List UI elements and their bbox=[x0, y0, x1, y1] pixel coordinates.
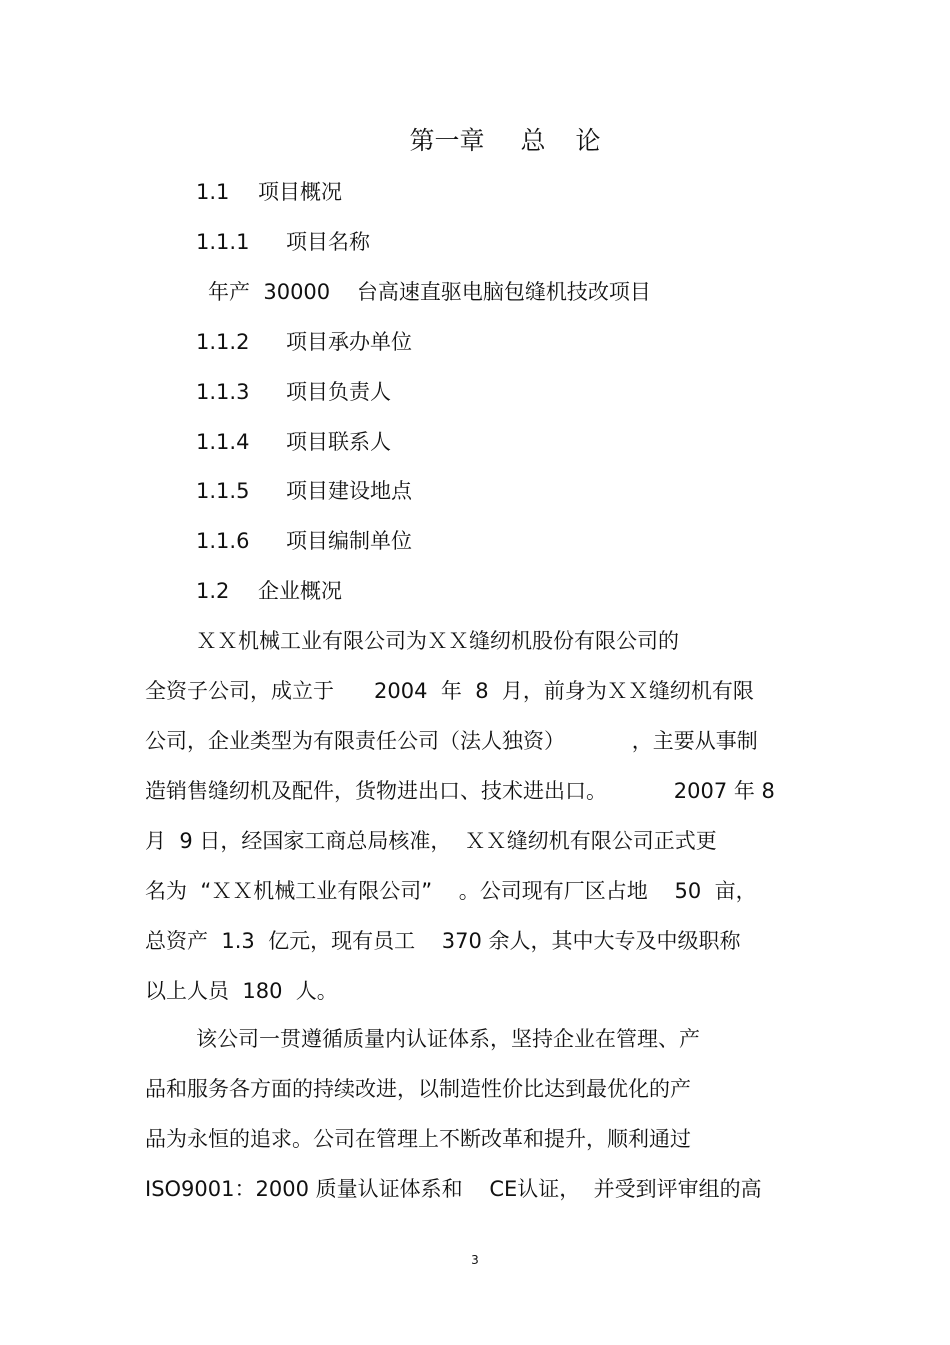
section-heading-1-1-2 bbox=[196, 327, 412, 357]
section-number: 1.1.4 bbox=[196, 430, 250, 454]
chapter-title bbox=[0, 124, 950, 158]
project-name-line: 年产 30000 台高速直驱电脑包缝机技改项目 bbox=[208, 280, 651, 304]
section-title: 项目编制单位 bbox=[286, 529, 412, 553]
section-number: 1.2 bbox=[196, 579, 230, 603]
section-number: 1.1.2 bbox=[196, 330, 250, 354]
paragraph-line: 名为 “ＸＸ机械工业有限公司” 。公司现有厂区占地 50 亩， bbox=[145, 879, 757, 903]
paragraph-line: 以上人员 180 人。 bbox=[145, 979, 338, 1003]
section-heading-1-1 bbox=[196, 177, 342, 207]
section-title: 项目负责人 bbox=[286, 380, 391, 404]
paragraph-line: 总资产 1.3 亿元，现有员工 370 余人，其中大专及中级职称 bbox=[145, 929, 741, 953]
section-heading-1-1-4 bbox=[196, 427, 391, 457]
chapter-title-part1: 第一章 bbox=[409, 126, 485, 155]
section-number: 1.1.6 bbox=[196, 529, 250, 553]
paragraph-line: 月 9 日，经国家工商总局核准， ＸＸ缝纫机有限公司正式更 bbox=[145, 829, 717, 853]
chapter-title-part2: 总 bbox=[520, 126, 546, 155]
section-number: 1.1.1 bbox=[196, 230, 250, 254]
section-heading-1-1-6 bbox=[196, 526, 412, 556]
section-title: 项目名称 bbox=[286, 230, 370, 254]
paragraph-line: 该公司一贯遵循质量内认证体系，坚持企业在管理、产 bbox=[196, 1027, 700, 1051]
paragraph-line: 公司，企业类型为有限责任公司（法人独资） ，主要从事制 bbox=[145, 729, 758, 753]
section-title: 项目建设地点 bbox=[286, 479, 412, 503]
paragraph-line: 品和服务各方面的持续改进，以制造性价比达到最优化的产 bbox=[145, 1077, 691, 1101]
chapter-title-part3: 论 bbox=[575, 126, 601, 155]
section-heading-1-2 bbox=[196, 576, 342, 606]
section-heading-1-1-5 bbox=[196, 476, 412, 506]
paragraph-line: 品为永恒的追求。公司在管理上不断改革和提升，顺利通过 bbox=[145, 1127, 691, 1151]
section-title: 项目承办单位 bbox=[286, 330, 412, 354]
section-number: 1.1 bbox=[196, 180, 230, 204]
paragraph-line: ISO9001：2000 质量认证体系和 CE认证， 并受到评审组的高 bbox=[145, 1177, 762, 1201]
paragraph-line: ＸＸ机械工业有限公司为ＸＸ缝纫机股份有限公司的 bbox=[196, 629, 679, 653]
paragraph-line: 造销售缝纫机及配件，货物进出口、技术进出口。 2007 年 8 bbox=[145, 779, 775, 803]
section-heading-1-1-1 bbox=[196, 227, 370, 257]
section-title: 项目概况 bbox=[258, 180, 342, 204]
page-number: 3 bbox=[471, 1253, 479, 1267]
section-heading-1-1-3 bbox=[196, 377, 391, 407]
section-number: 1.1.3 bbox=[196, 380, 250, 404]
paragraph-line: 全资子公司，成立于 2004 年 8 月，前身为ＸＸ缝纫机有限 bbox=[145, 679, 754, 703]
section-title: 项目联系人 bbox=[286, 430, 391, 454]
section-number: 1.1.5 bbox=[196, 479, 250, 503]
section-title: 企业概况 bbox=[258, 579, 342, 603]
